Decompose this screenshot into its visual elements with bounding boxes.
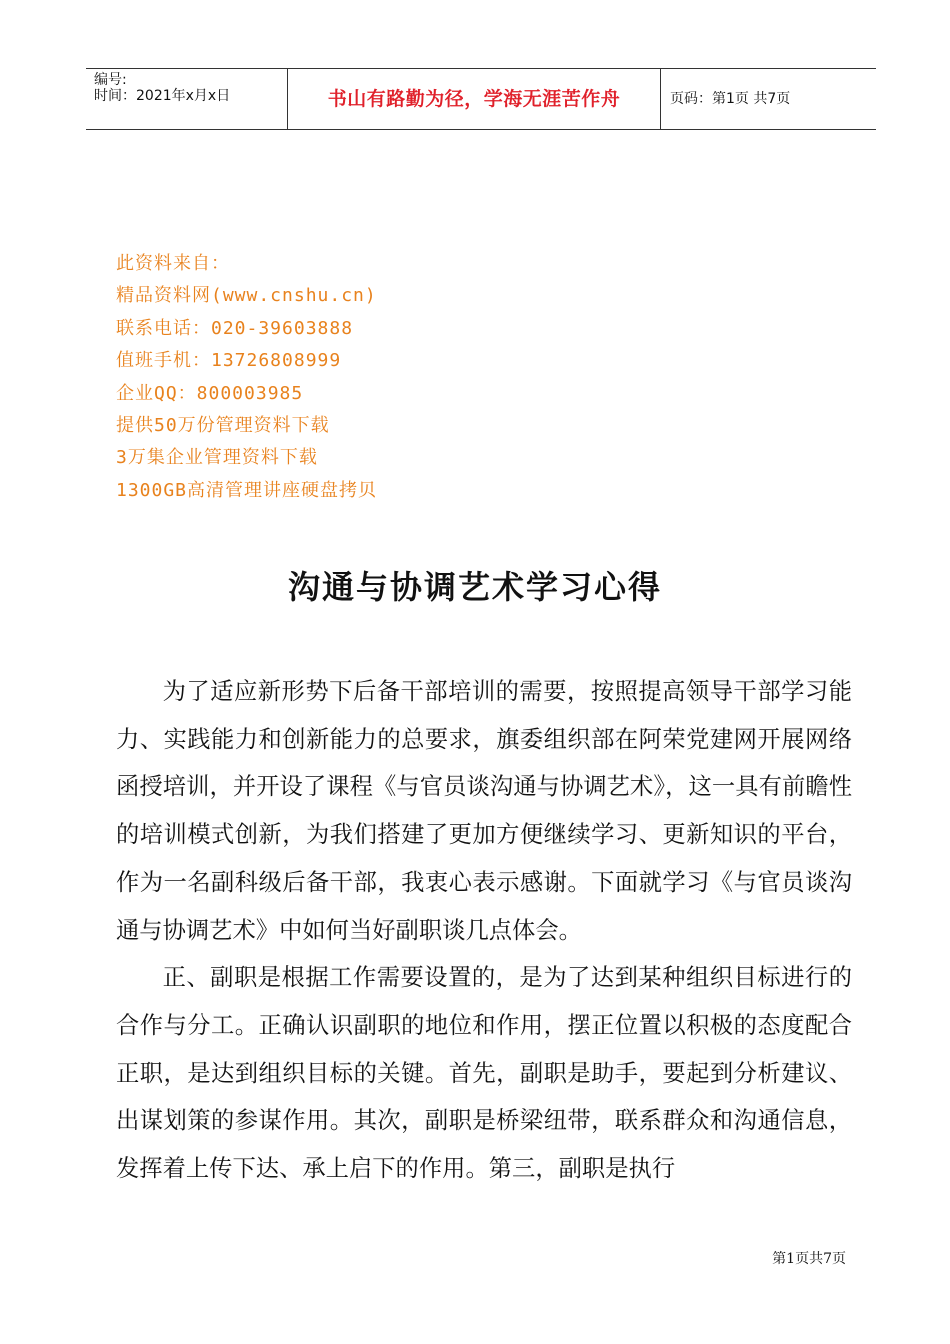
page-header — [86, 68, 876, 130]
header-divider — [660, 69, 661, 129]
header-motto: 书山有路勤为径，学海无涯苦作舟 — [327, 88, 621, 110]
document-body — [116, 668, 852, 1193]
source-line: 3万集企业管理资料下载 — [116, 447, 318, 469]
page-footer: 第1页共7页 — [772, 1251, 846, 1267]
header-meta — [94, 72, 286, 104]
source-line: 1300GB高清管理讲座硬盘拷贝 — [116, 479, 378, 501]
source-line: 企业QQ：800003985 — [116, 382, 304, 404]
body-paragraph: 正、副职是根据工作需要设置的，是为了达到某种组织目标进行的合作与分工。正确认识副职的地位和作用，摆正位置以积极的态度配合正职，是达到组织目标的关键。首先，副职是助手，要起到分析建议、出谋划策的参谋作用。其次，副职是桥梁纽带，联系群众和沟通信息，发挥着上传下达、承上启下的作用。第三，副职是执行 — [116, 964, 852, 1183]
time-label: 时间：2021年x月x日 — [94, 88, 231, 104]
source-info-block — [116, 248, 377, 507]
source-line: 值班手机：13726808999 — [116, 350, 342, 372]
body-paragraph: 为了适应新形势下后备干部培训的需要，按照提高领导干部学习能力、实践能力和创新能力的总要求，旗委组织部在阿荣党建网开展网络函授培训，并开设了课程《与官员谈沟通与协调艺术》，这一具有前瞻性的培训模式创新，为我们搭建了更加方便继续学习、更新知识的平台，作为一名副科级后备干部，我衷心表示感谢。下面就学习《与官员谈沟通与协调艺术》中如何当好副职谈几点体会。 — [116, 678, 852, 944]
source-line: 精品资料网(www.cnshu.cn) — [116, 285, 377, 307]
header-page-info: 页码：第1页 共7页 — [670, 91, 791, 107]
source-line: 此资料来自： — [116, 253, 230, 274]
number-label: 编号: — [94, 72, 127, 88]
source-line: 提供50万份管理资料下载 — [116, 414, 330, 436]
source-line: 联系电话：020-39603888 — [116, 317, 354, 339]
document-title: 沟通与协调艺术学习心得 — [287, 568, 662, 606]
